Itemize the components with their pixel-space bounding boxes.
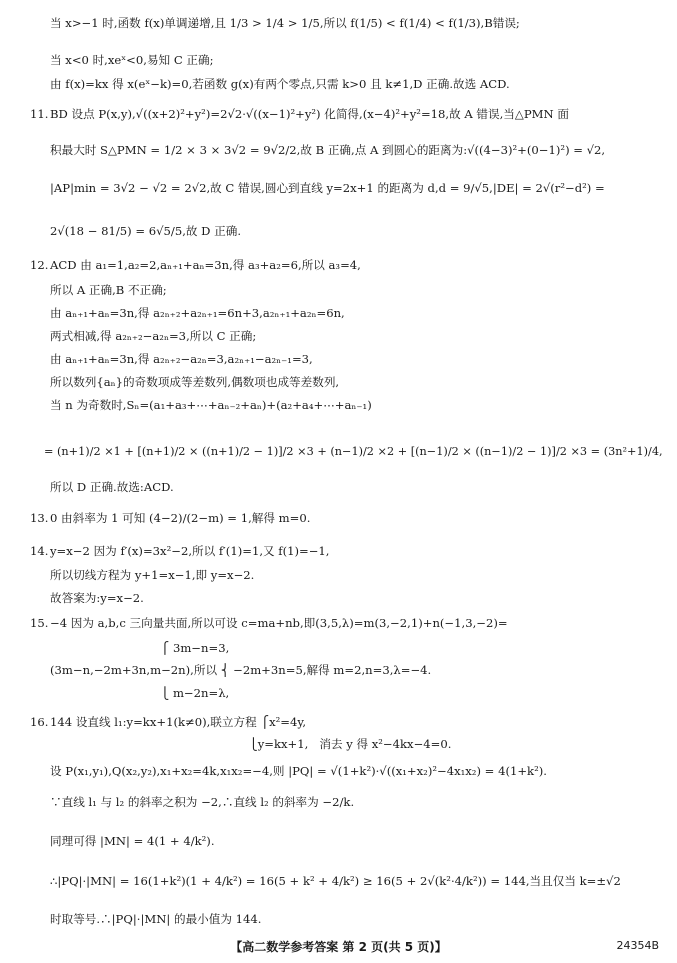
- line-text: 0 由斜率为 1 可知 (4−2)/(2−m) = 1,解得 m=0.: [50, 511, 311, 525]
- line-text: BD 设点 P(x,y),√((x+2)²+y²)=2√2·√((x−1)²+y²) 化简得,(x−4)²+y²=18,故 A 错误,当△PMN 面: [50, 107, 569, 121]
- line-text: 所以切线方程为 y+1=x−1,即 y=x−2.: [50, 568, 255, 582]
- question-number: 12.: [30, 258, 49, 272]
- line-text: 所以数列{aₙ}的奇数项成等差数列,偶数项也成等差数列,: [50, 375, 340, 389]
- page-footer: [0, 938, 677, 954]
- line-text: 同理可得 |MN| = 4(1 + 4/k²).: [50, 834, 215, 848]
- line-text: |AP|min = 3√2 − √2 = 2√2,故 C 错误,圆心到直线 y=2x+1 的距离为 d,d = 9/√5,|DE| = 2√(r²−d²) =: [50, 181, 605, 195]
- question-number: 13.: [30, 511, 49, 525]
- line-text: 所以 A 正确,B 不正确;: [50, 283, 167, 297]
- question-number: 14.: [30, 544, 49, 558]
- question-number: 16.: [30, 715, 49, 729]
- line-text: 由 aₙ₊₁+aₙ=3n,得 a₂ₙ₊₂+a₂ₙ₊₁=6n+3,a₂ₙ₊₁+a₂ₙ=6n,: [50, 306, 345, 320]
- question-number: 15.: [30, 616, 49, 630]
- line-text: ∵直线 l₁ 与 l₂ 的斜率之积为 −2,∴直线 l₂ 的斜率为 −2/k.: [50, 795, 355, 809]
- line-text: = (n+1)/2 ×1 + [(n+1)/2 × ((n+1)/2 − 1)]/2 ×3 + (n−1)/2 ×2 + [(n−1)/2 × ((n−1)/2 − 1)]/2 ×3 = (3n²+1)/4,: [44, 445, 663, 458]
- line-text: 当 x<0 时,xeˣ<0,易知 C 正确;: [50, 53, 214, 67]
- line-text: 当 x>−1 时,函数 f(x)单调递增,且 1/3 > 1/4 > 1/5,所以 f(1/5) < f(1/4) < f(1/3),B错误;: [50, 16, 520, 30]
- line-text: ∴|PQ|·|MN| = 16(1+k²)(1 + 4/k²) = 16(5 + k² + 4/k²) ≥ 16(5 + 2√(k²·4/k²)) = 144,当且仅当 k=±√2: [50, 874, 621, 888]
- line-text: (3m−n,−2m+3n,m−2n),所以 ⎨ −2m+3n=5,解得 m=2,n=3,λ=−4.: [50, 663, 432, 677]
- line-text: ⎩ m−2n=λ,: [50, 686, 230, 700]
- footer-title: 【高二数学参考答案 第 2 页(共 5 页)】: [230, 940, 447, 954]
- line-text: y=x−2 因为 f′(x)=3x²−2,所以 f′(1)=1,又 f(1)=−1,: [50, 544, 330, 558]
- line-text: ⎩y=kx+1, 消去 y 得 x²−4kx−4=0.: [50, 737, 452, 751]
- line-text: 由 f(x)=kx 得 x(eˣ−k)=0,若函数 g(x)有两个零点,只需 k>0 且 k≠1,D 正确.故选 ACD.: [50, 77, 510, 91]
- line-text: 2√(18 − 81/5) = 6√5/5,故 D 正确.: [50, 224, 242, 238]
- question-number: 11.: [30, 107, 49, 121]
- line-text: 由 aₙ₊₁+aₙ=3n,得 a₂ₙ₊₂−a₂ₙ=3,a₂ₙ₊₁−a₂ₙ₋₁=3,: [50, 352, 313, 366]
- line-text: 时取等号.∴|PQ|·|MN| 的最小值为 144.: [50, 912, 262, 926]
- line-text: 144 设直线 l₁:y=kx+1(k≠0),联立方程 ⎧x²=4y,: [50, 715, 307, 729]
- line-text: ACD 由 a₁=1,a₂=2,aₙ₊₁+aₙ=3n,得 a₃+a₂=6,所以 a₃=4,: [50, 258, 361, 272]
- line-text: 所以 D 正确.故选:ACD.: [50, 480, 174, 494]
- line-text: 设 P(x₁,y₁),Q(x₂,y₂),x₁+x₂=4k,x₁x₂=−4,则 |PQ| = √(1+k²)·√((x₁+x₂)²−4x₁x₂) = 4(1+k²).: [50, 764, 547, 778]
- line-text: 积最大时 S△PMN = 1/2 × 3 × 3√2 = 9√2/2,故 B 正确,点 A 到圆心的距离为:√((4−3)²+(0−1)²) = √2,: [50, 143, 606, 157]
- document-code: 24354B: [616, 939, 659, 952]
- line-text: −4 因为 a,b,c 三向量共面,所以可设 c=ma+nb,即(3,5,λ)=m(3,−2,1)+n(−1,3,−2)=: [50, 616, 508, 630]
- line-text: 两式相减,得 a₂ₙ₊₂−a₂ₙ=3,所以 C 正确;: [50, 329, 257, 343]
- line-text: ⎧ 3m−n=3,: [50, 641, 230, 655]
- line-text: 故答案为:y=x−2.: [50, 591, 144, 605]
- line-text: 当 n 为奇数时,Sₙ=(a₁+a₃+⋯+aₙ₋₂+aₙ)+(a₂+a₄+⋯+aₙ₋₁): [50, 398, 372, 412]
